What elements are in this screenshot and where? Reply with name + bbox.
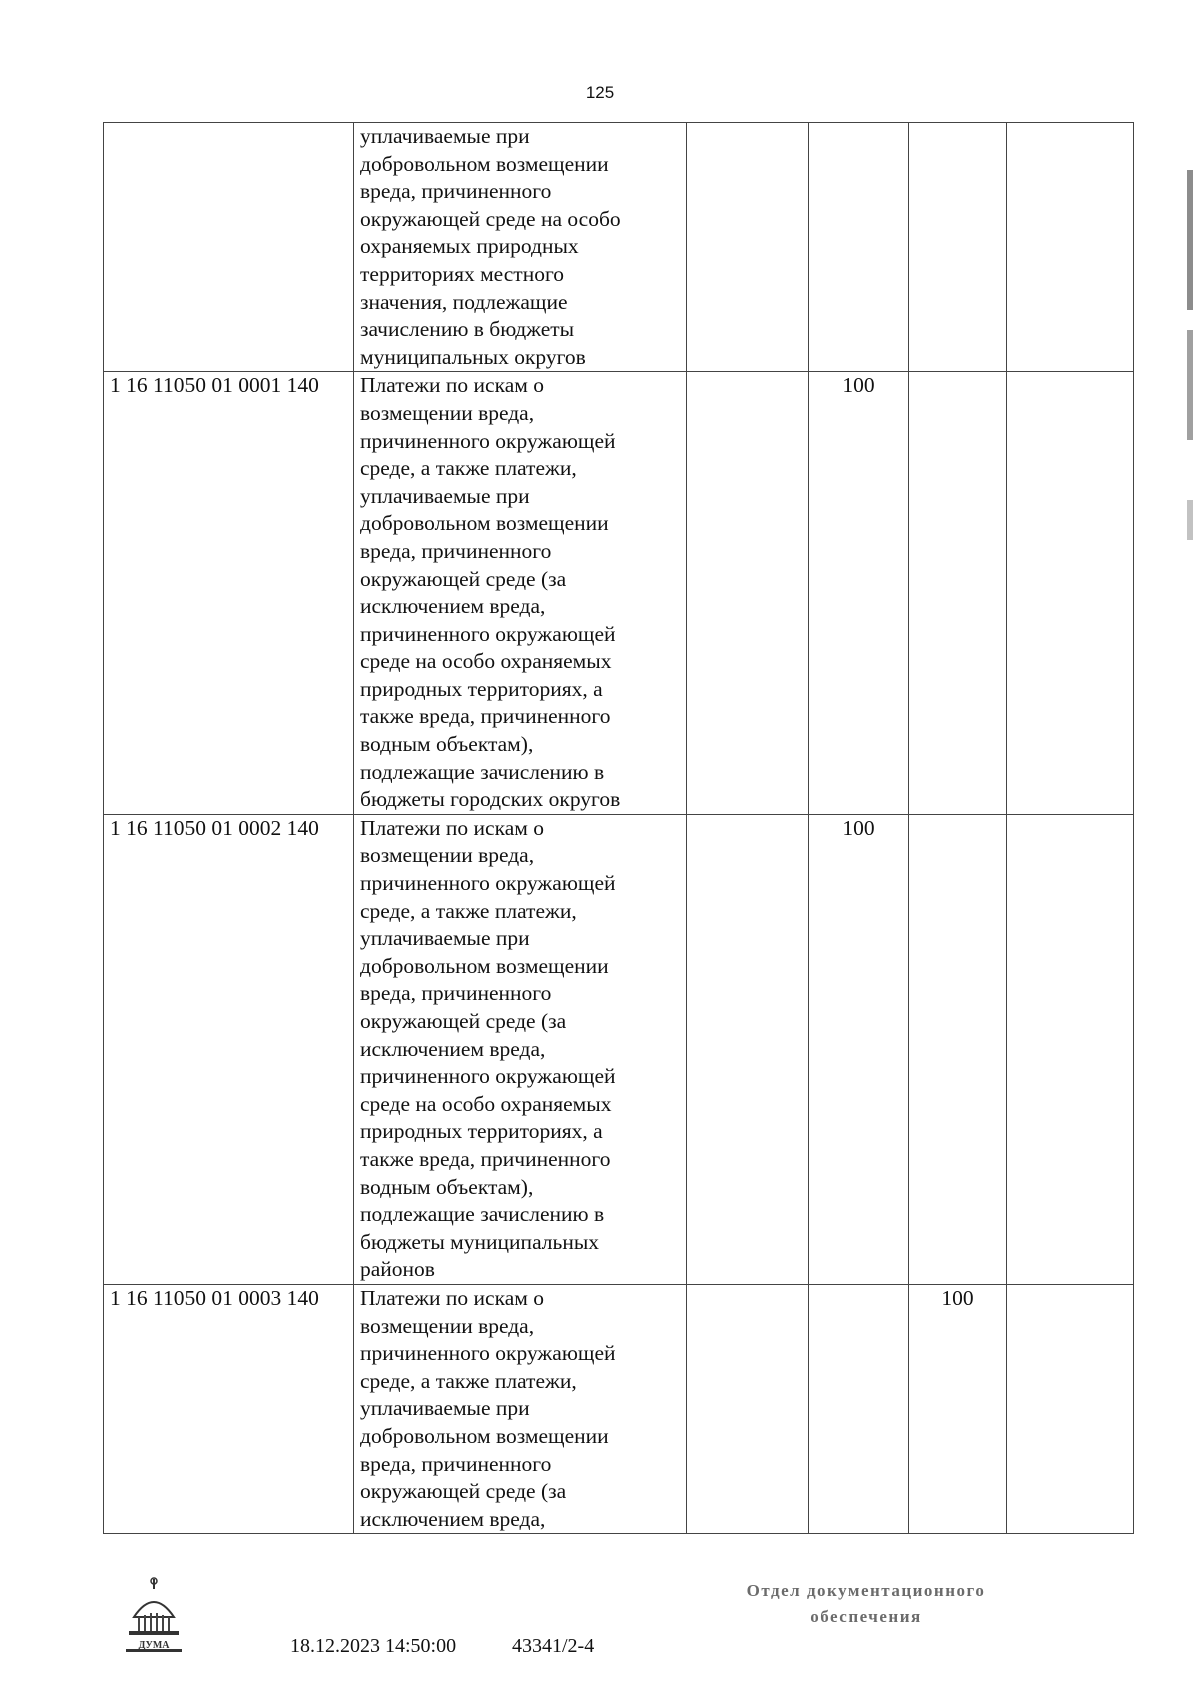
description-line: уплачиваемые при — [360, 124, 530, 148]
description-line: возмещении вреда, — [360, 843, 535, 868]
description-line: муниципальных округов — [360, 344, 586, 369]
table-row — [104, 372, 1134, 815]
description-line: причиненного окружающей — [360, 1341, 616, 1366]
description-line: Платежи по искам о — [360, 373, 544, 398]
description-line: бюджеты городских округов — [360, 787, 621, 812]
cell-col5 — [909, 814, 1007, 1284]
cell-col6 — [1007, 814, 1134, 1284]
description-line: добровольном возмещении — [360, 1423, 609, 1448]
cell-budget-code — [104, 123, 354, 372]
description-line: районов — [360, 1257, 435, 1282]
description-line: окружающей среде (за — [360, 566, 567, 591]
description-line: значения, подлежащие — [360, 289, 568, 314]
description-line: добровольном возмещении — [360, 511, 609, 536]
scan-edge-artifact — [1183, 30, 1197, 1570]
description-line: водным объектам), — [360, 1174, 534, 1199]
cell-col6 — [1007, 1284, 1134, 1533]
description-line: Платежи по искам о — [360, 815, 544, 840]
description-line: также вреда, причиненного — [360, 1146, 611, 1171]
description-line: Платежи по искам о — [360, 1285, 544, 1310]
description-line: бюджеты муниципальных — [360, 1229, 600, 1254]
description-line: среде, а также платежи, — [360, 898, 577, 923]
table-body — [104, 123, 1134, 1534]
description-line: территориях местного — [360, 261, 564, 286]
description-line: добровольном возмещении — [360, 953, 609, 978]
cell-col4 — [809, 123, 909, 372]
cell-col4 — [809, 1284, 909, 1533]
description-line: подлежащие зачислению в — [360, 759, 605, 784]
cell-budget-code: 1 16 11050 01 0001 140 — [104, 372, 354, 815]
description-line: добровольном возмещении — [360, 151, 609, 176]
stamp-line-2: обеспечения — [810, 1607, 922, 1626]
table-row — [104, 1284, 1134, 1533]
description-line: причиненного окружающей — [360, 871, 616, 896]
description-line: среде, а также платежи, — [360, 456, 577, 481]
cell-col5 — [909, 372, 1007, 815]
description-line: охраняемых природных — [360, 234, 579, 259]
description-line: вреда, причиненного — [360, 1451, 552, 1476]
page-number: 125 — [585, 83, 615, 102]
description-line: возмещении вреда, — [360, 400, 535, 425]
cell-budget-code: 1 16 11050 01 0003 140 — [104, 1284, 354, 1533]
cell-col3 — [687, 372, 809, 815]
description-line: причиненного окружающей — [360, 1064, 616, 1089]
description-line: уплачиваемые при — [360, 926, 530, 951]
description-line: природных территориях, а — [360, 1119, 603, 1144]
description-line: причиненного окружающей — [360, 621, 616, 646]
logo-caption: ДУМА — [138, 1640, 170, 1651]
description-line: вреда, причиненного — [360, 179, 552, 204]
cell-col6 — [1007, 123, 1134, 372]
table-row — [104, 123, 1134, 372]
cell-description — [354, 372, 687, 815]
description-line: среде на особо охраняемых — [360, 1091, 612, 1116]
cell-col3 — [687, 814, 809, 1284]
description-line: исключением вреда, — [360, 1506, 546, 1531]
cell-col6 — [1007, 372, 1134, 815]
cell-col5: 100 — [909, 1284, 1007, 1533]
cell-budget-code: 1 16 11050 01 0002 140 — [104, 814, 354, 1284]
cell-description — [354, 1284, 687, 1533]
description-line: исключением вреда, — [360, 594, 546, 619]
description-line: вреда, причиненного — [360, 981, 552, 1006]
description-line: также вреда, причиненного — [360, 704, 611, 729]
cell-description — [354, 123, 687, 372]
department-stamp — [706, 1578, 1026, 1630]
cell-col3 — [687, 123, 809, 372]
description-line: среде на особо охраняемых — [360, 649, 612, 674]
table-row — [104, 814, 1134, 1284]
description-line: исключением вреда, — [360, 1036, 546, 1061]
description-line: причиненного окружающей — [360, 428, 616, 453]
budget-table — [103, 122, 1134, 1534]
footer-datetime: 18.12.2023 14:50:00 — [290, 1635, 457, 1657]
description-line: среде, а также платежи, — [360, 1368, 577, 1393]
footer-document-ref: 43341/2-4 — [512, 1635, 595, 1657]
cell-col4: 100 — [809, 814, 909, 1284]
cell-col4: 100 — [809, 372, 909, 815]
stamp-line-1: Отдел документационного — [746, 1581, 986, 1600]
description-line: уплачиваемые при — [360, 1396, 530, 1421]
description-line: окружающей среде на особо — [360, 206, 621, 231]
cell-description — [354, 814, 687, 1284]
description-line: окружающей среде (за — [360, 1479, 567, 1504]
description-line: природных территориях, а — [360, 676, 603, 701]
description-line: уплачиваемые при — [360, 483, 530, 508]
description-line: возмещении вреда, — [360, 1313, 535, 1338]
cell-col3 — [687, 1284, 809, 1533]
description-line: зачислению в бюджеты — [360, 317, 575, 342]
description-line: вреда, причиненного — [360, 538, 552, 563]
cell-col5 — [909, 123, 1007, 372]
description-line: водным объектам), — [360, 732, 534, 757]
description-line: окружающей среде (за — [360, 1009, 567, 1033]
description-line: подлежащие зачислению в — [360, 1202, 605, 1227]
